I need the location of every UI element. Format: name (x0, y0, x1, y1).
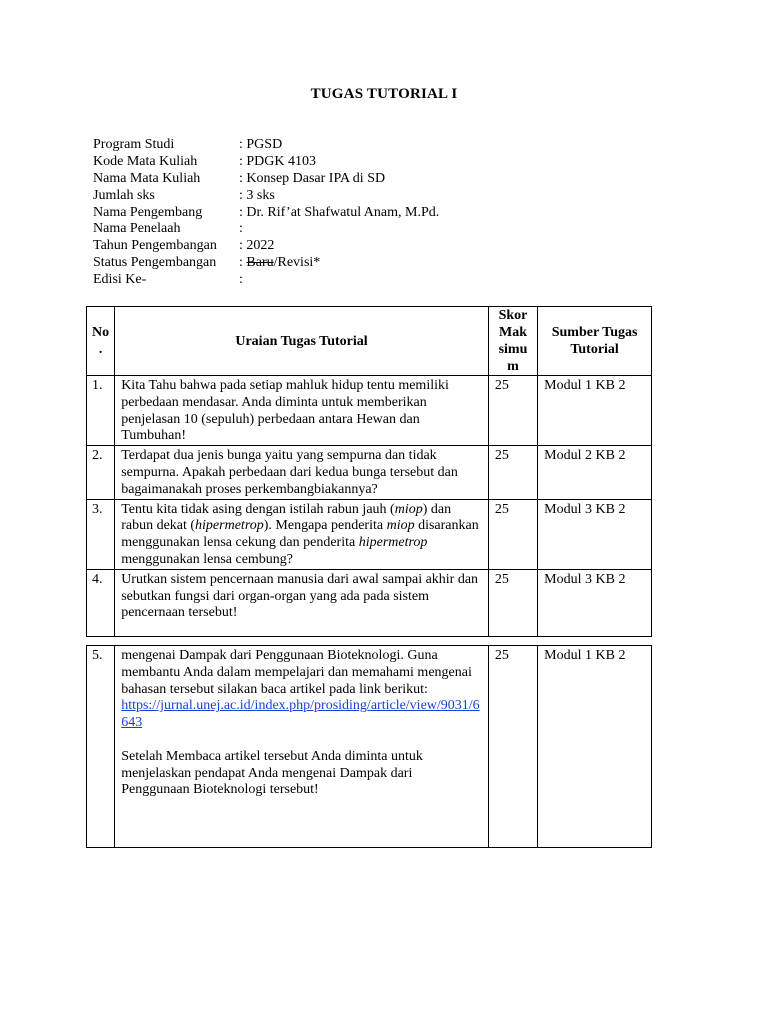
row-score: 25 (494, 501, 509, 517)
row-description: Urutkan sistem pencernaan manusia dari awal sampai akhir dan sebutkan fungsi dari organ-organ yang ada pada sistem pencernaan tersebut! (121, 571, 479, 621)
meta-label: Nama Penelaah (93, 221, 181, 237)
meta-value-rest: /Revisi* (273, 255, 321, 271)
row-source: Modul 2 KB 2 (544, 448, 626, 464)
meta-row-kode-mata-kuliah (93, 154, 439, 171)
meta-value: : (239, 272, 243, 288)
meta-label: Edisi Ke- (93, 272, 147, 288)
meta-row-nama-penelaah (93, 221, 439, 238)
meta-value: : PDGK 4103 (239, 153, 317, 169)
row-description: Kita Tahu bahwa pada setiap mahluk hidup tentu memiliki perbedaan mendasar. Anda diminta untuk memberikan penjelasan 10 (sepuluh) perbedaan antara Hewan dan Tumbuhan! (121, 378, 449, 444)
meta-label: Kode Mata Kuliah (93, 153, 198, 169)
meta-row-tahun-pengembangan (93, 238, 439, 255)
meta-row-nama-pengembang (93, 205, 439, 222)
meta-label: Nama Pengembang (93, 204, 203, 220)
article-link[interactable]: https://jurnal.unej.ac.id/index.php/prosiding/article/view/9031/6643 (121, 698, 480, 731)
row-number: 5. (92, 648, 103, 663)
meta-value (239, 255, 320, 272)
row-score: 25 (494, 448, 509, 464)
meta-label: Program Studi (93, 137, 175, 152)
row-score: 25 (494, 648, 509, 663)
meta-value-struck: Baru (246, 255, 274, 271)
row-description (115, 646, 488, 799)
tutorial-task-table-continued (86, 645, 652, 848)
row-source: Modul 3 KB 2 (544, 501, 626, 517)
meta-label: Tahun Pengembangan (93, 238, 217, 254)
meta-label: Nama Mata Kuliah (93, 170, 201, 186)
table-row (87, 646, 652, 848)
meta-value: : PGSD (239, 137, 283, 152)
row-description: Tentu kita tidak asing dengan istilah rabun jauh (miop) dan rabun dekat (hipermetrop). Mengapa penderita miop disarankan menggunakan lensa cekung dan penderita hipermetrop menggunakan lensa cembung? (121, 501, 479, 567)
header-no: No . (87, 307, 115, 376)
tutorial-task-table (86, 306, 652, 637)
table-header-row (87, 307, 652, 376)
row-number: 3. (92, 501, 103, 517)
meta-row-nama-mata-kuliah (93, 171, 439, 188)
meta-row-program-studi (93, 137, 439, 154)
header-uraian: Uraian Tugas Tutorial (115, 307, 489, 376)
meta-label: Jumlah sks (93, 187, 155, 203)
row-description: Terdapat dua jenis bunga yaitu yang sempurna dan tidak sempurna. Apakah perbedaan dari kedua bunga tersebut dan bagaimanakah proses perkembangbiakannya? (121, 448, 458, 497)
header-skor: Skor Mak simu m (488, 307, 537, 376)
table-row (87, 446, 652, 499)
meta-value-prefix: : (239, 255, 247, 271)
table-row (87, 499, 652, 569)
row-number: 4. (92, 571, 103, 587)
table-row (87, 376, 652, 446)
meta-row-status-pengembangan (93, 255, 439, 272)
row-source: Modul 1 KB 2 (544, 378, 626, 393)
row-number: 1. (92, 378, 103, 393)
meta-row-jumlah-sks (93, 188, 439, 205)
meta-label: Status Pengembangan (93, 255, 217, 271)
table-row (87, 569, 652, 636)
meta-value: : 3 sks (239, 187, 275, 203)
header-sumber: Sumber Tugas Tutorial (538, 307, 652, 376)
row-score: 25 (494, 378, 509, 393)
row-description-intro: mengenai Dampak dari Penggunaan Bioteknologi. Guna membantu Anda dalam mempelajari dan memahami mengenai bahasan tersebut silakan baca artikel pada link berikut: (121, 648, 472, 697)
meta-value: : 2022 (239, 238, 275, 254)
row-number: 2. (92, 448, 103, 464)
meta-value: : Dr. Rif’at Shafwatul Anam, M.Pd. (239, 204, 440, 220)
row-score: 25 (494, 571, 509, 587)
course-info (93, 137, 439, 289)
row-source: Modul 1 KB 2 (544, 648, 626, 663)
meta-value: : (239, 221, 243, 237)
row-description-outro: Setelah Membaca artikel tersebut Anda diminta untuk menjelaskan pendapat Anda mengenai Dampak dari Penggunaan Bioteknologi tersebut! (121, 748, 423, 798)
meta-row-edisi (93, 272, 439, 289)
document-title: TUGAS TUTORIAL I (310, 86, 458, 102)
meta-value: : Konsep Dasar IPA di SD (239, 170, 386, 186)
row-source: Modul 3 KB 2 (544, 571, 626, 587)
